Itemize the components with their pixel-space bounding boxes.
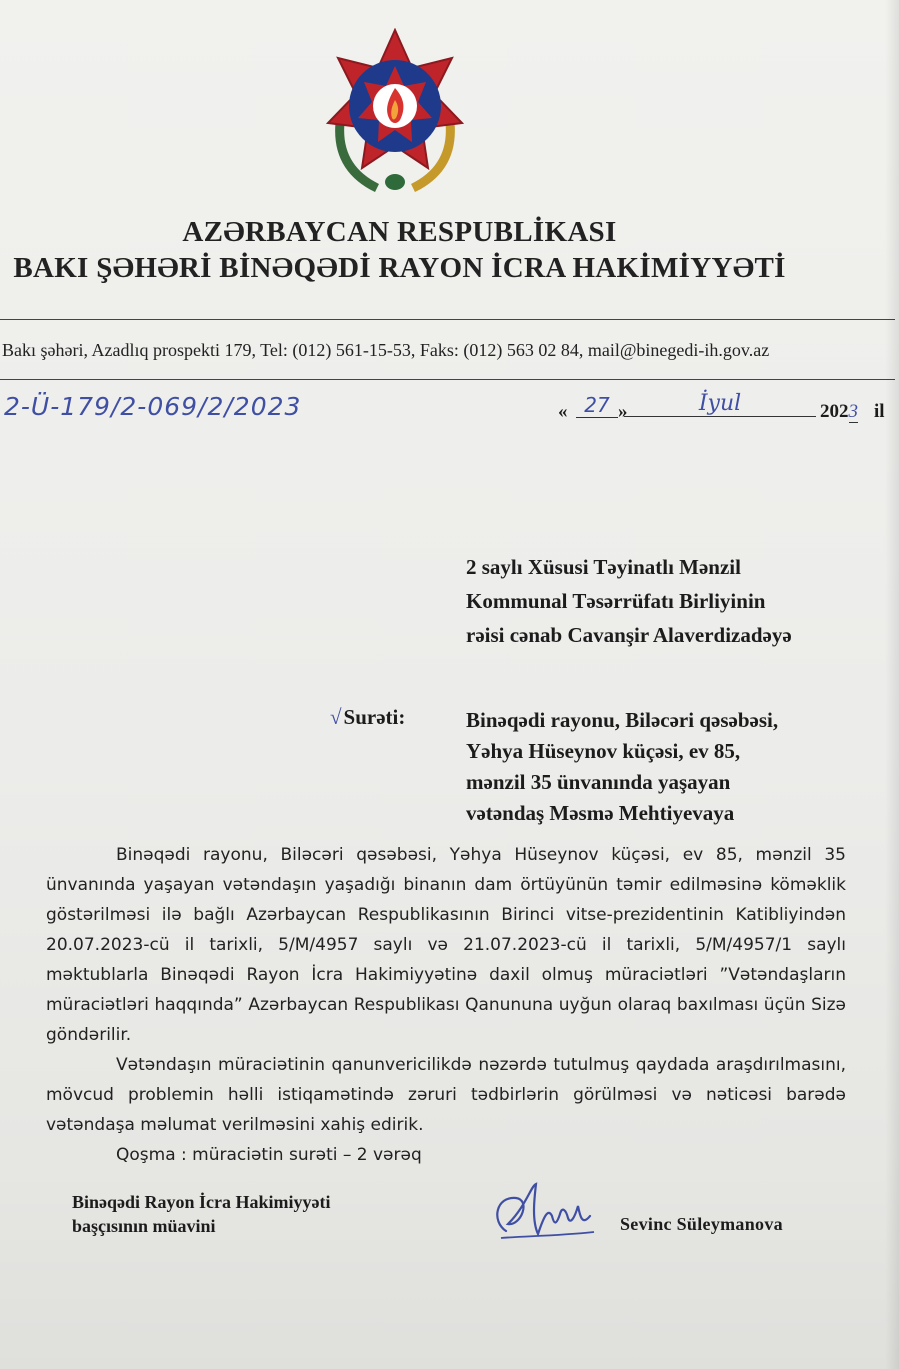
body-paragraph: Binəqədi rayonu, Biləcəri qəsəbəsi, Yəhya Hüseynov küçəsi, ev 85, mənzil 35 ünvanında yaşayan vətəndaşın yaşadığı binanın dam örtüyünün təmir edilməsinə köməklik göstərilməsi ilə bağlı Azərbaycan Respublikasının Birinci vitse-prezidentinin Katibliyindən 20.07.2023-cü il tarixli, 5/M/4957 saylı və 21.07.2023-cü il tarixli, 5/M/4957/1 saylı məktublarla Binəqədi Rayon İcra Hakimiyyətinə daxil olmuş müraciətləri ”Vətəndaşların müraciətləri haqqında” Azərbaycan Respublikası Qanununa uyğun olaraq baxılması üçün Sizə göndərilir. [46, 845, 846, 1045]
body-paragraph: Vətəndaşın müraciətinin qanunvericilikdə nəzərdə tutulmuş qaydada araşdırılmasını, mövcud problemin həlli istiqamətində zəruri tədbirlərin görülməsi və nəticəsi barədə vətəndaşa məlumat verilməsini xahiş edirik. [46, 1055, 846, 1135]
header-divider-bottom [0, 379, 895, 380]
signer-title-line: başçısının müavini [72, 1216, 216, 1236]
authority-title: BAKI ŞƏHƏRİ BİNƏQƏDİ RAYON İCRA HAKİMİYYƏTİ [13, 252, 786, 284]
recipient-block [466, 550, 792, 652]
letter-body [46, 840, 846, 1170]
copy-label-text: Surəti: [343, 705, 406, 729]
date-month: İyul [624, 391, 816, 417]
signer-name: Sevinc Süleymanova [620, 1214, 783, 1234]
page-edge-shadow [885, 0, 899, 1369]
date-quote-close: » [618, 401, 628, 422]
registration-number: 2-Ü-179/2-069/2/2023 [4, 392, 302, 421]
signer-title-line: Binəqədi Rayon İcra Hakimiyyəti [72, 1192, 331, 1212]
handwritten-signature [486, 1176, 601, 1251]
document-date [558, 391, 898, 435]
country-title: AZƏRBAYCAN RESPUBLİKASI [182, 216, 617, 248]
recipient-line: rəisi cənab Cavanşir Alaverdizadəyə [466, 623, 792, 647]
copy-line: Binəqədi rayonu, Biləcəri qəsəbəsi, [466, 708, 779, 732]
date-year-digit: 3 [848, 401, 858, 422]
contact-address: Bakı şəhəri, Azadlıq prospekti 179, Tel: (012) 561-15-53, Faks: (012) 563 02 84, mail@binegedi-ih.gov.az [2, 340, 770, 360]
date-quote-open: « [558, 401, 568, 422]
date-year-prefix: 202 [820, 401, 849, 422]
copy-recipient-block [466, 705, 778, 829]
date-year-suffix: il [874, 401, 885, 422]
checkmark-icon: √ [330, 705, 342, 729]
copy-line: mənzil 35 ünvanında yaşayan [466, 770, 731, 794]
recipient-line: 2 saylı Xüsusi Təyinatlı Mənzil [466, 555, 741, 579]
recipient-line: Kommunal Təsərrüfatı Birliyinin [466, 589, 766, 613]
copy-label [330, 705, 405, 730]
date-year [820, 401, 858, 423]
attachment-note: Qoşma : müraciətin surəti – 2 vərəq [116, 1145, 422, 1165]
signer-title [72, 1190, 331, 1238]
state-emblem-icon [322, 28, 468, 198]
header-divider-top [0, 319, 895, 320]
date-day: 27 [576, 393, 618, 418]
copy-line: Yəhya Hüseynov küçəsi, ev 85, [466, 739, 741, 763]
copy-line: vətəndaş Məsmə Mehtiyevaya [466, 801, 735, 825]
